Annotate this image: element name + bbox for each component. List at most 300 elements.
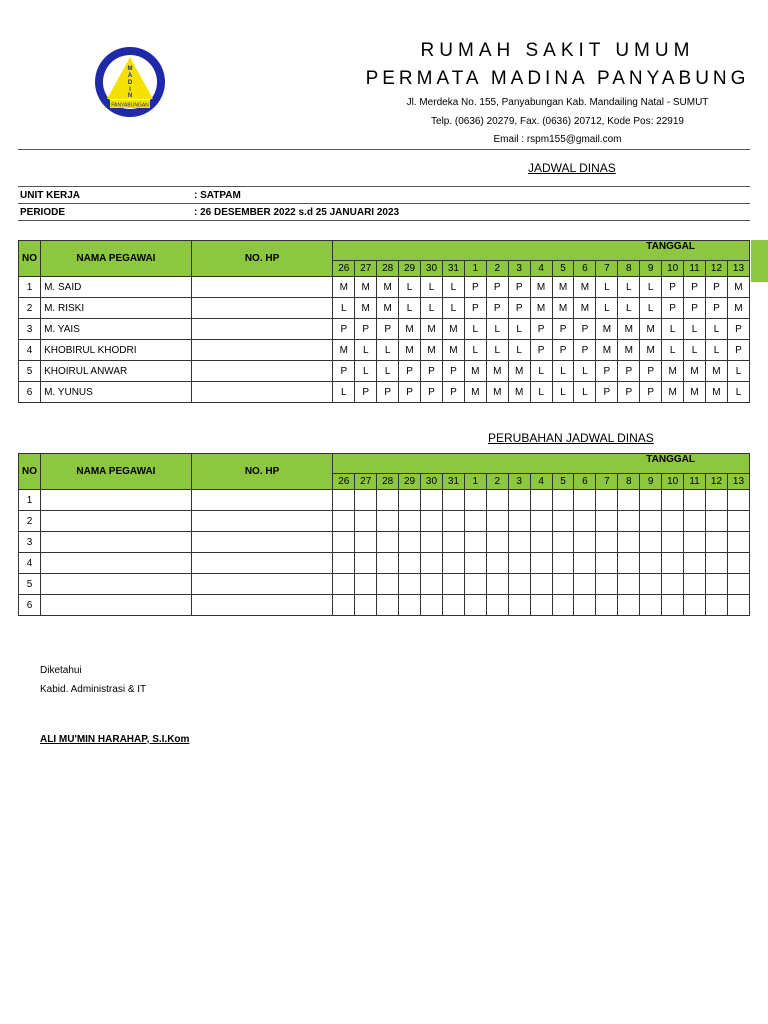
shift-cell: L [574, 361, 596, 382]
shift-cell: L [421, 298, 443, 319]
shift-cell [662, 553, 684, 574]
table-row [19, 532, 750, 553]
shift-cell: L [355, 361, 377, 382]
employee-phone [191, 340, 333, 361]
day-header: 29 [399, 261, 421, 277]
shift-cell [508, 574, 530, 595]
shift-cell [552, 490, 574, 511]
shift-cell [464, 595, 486, 616]
signature-position: Kabid. Administrasi & IT [40, 684, 147, 695]
shift-cell: M [727, 298, 749, 319]
employee-name [41, 574, 192, 595]
shift-cell [399, 574, 421, 595]
day-header: 4 [530, 474, 552, 490]
employee-name [41, 532, 192, 553]
shift-cell [618, 490, 640, 511]
row-no: 6 [19, 595, 41, 616]
col-tanggal: TANGGAL [333, 454, 750, 474]
row-no: 4 [19, 340, 41, 361]
shift-cell [640, 574, 662, 595]
shift-cell: M [508, 382, 530, 403]
shift-cell: L [530, 361, 552, 382]
shift-cell [662, 532, 684, 553]
shift-cell [442, 574, 464, 595]
shift-cell: P [377, 319, 399, 340]
hospital-title-line1: RUMAH SAKIT UMUM [420, 40, 695, 61]
row-no: 5 [19, 574, 41, 595]
shift-cell: L [486, 319, 508, 340]
col-no: NO [19, 241, 41, 277]
shift-cell: P [684, 298, 706, 319]
shift-cell: M [640, 319, 662, 340]
shift-cell [508, 490, 530, 511]
shift-cell: M [442, 340, 464, 361]
shift-cell: P [552, 340, 574, 361]
shift-cell: M [640, 340, 662, 361]
shift-cell [486, 574, 508, 595]
shift-cell [552, 553, 574, 574]
shift-cell: P [421, 361, 443, 382]
shift-cell: L [640, 277, 662, 298]
svg-text:N: N [127, 93, 133, 99]
day-header: 29 [399, 474, 421, 490]
day-header: 3 [508, 474, 530, 490]
shift-cell: M [596, 319, 618, 340]
shift-cell: M [552, 277, 574, 298]
row-no: 2 [19, 298, 41, 319]
shift-cell: L [706, 319, 728, 340]
shift-cell: M [574, 277, 596, 298]
shift-cell: P [684, 277, 706, 298]
employee-phone [191, 319, 333, 340]
shift-cell [596, 511, 618, 532]
shift-cell [355, 511, 377, 532]
day-header: 26 [333, 261, 355, 277]
shift-cell [706, 595, 728, 616]
shift-cell: L [618, 298, 640, 319]
shift-cell: M [727, 277, 749, 298]
shift-cell [706, 511, 728, 532]
shift-cell [333, 490, 355, 511]
day-header: 30 [421, 474, 443, 490]
shift-cell: L [727, 382, 749, 403]
shift-cell [727, 574, 749, 595]
col-hp: NO. HP [191, 241, 333, 277]
shift-cell: M [377, 277, 399, 298]
employee-phone [191, 553, 333, 574]
shift-cell [442, 553, 464, 574]
shift-cell [727, 532, 749, 553]
svg-text:A: A [127, 73, 133, 79]
shift-cell [662, 574, 684, 595]
shift-cell [399, 553, 421, 574]
shift-cell [399, 490, 421, 511]
shift-cell: P [596, 382, 618, 403]
day-header: 8 [618, 261, 640, 277]
shift-cell [377, 574, 399, 595]
shift-cell: M [530, 277, 552, 298]
shift-cell: M [355, 277, 377, 298]
row-no: 6 [19, 382, 41, 403]
shift-cell: P [333, 319, 355, 340]
shift-cell [421, 595, 443, 616]
shift-cell: L [706, 340, 728, 361]
day-header: 2 [486, 261, 508, 277]
shift-cell: M [508, 361, 530, 382]
table-row [19, 382, 750, 403]
table-row [19, 511, 750, 532]
shift-cell: P [486, 298, 508, 319]
shift-cell: P [662, 298, 684, 319]
shift-cell [640, 553, 662, 574]
shift-cell: M [618, 340, 640, 361]
shift-cell: P [355, 319, 377, 340]
shift-cell: P [706, 298, 728, 319]
shift-cell [552, 511, 574, 532]
day-header: 4 [530, 261, 552, 277]
shift-cell [684, 553, 706, 574]
day-header: 26 [333, 474, 355, 490]
shift-cell [464, 574, 486, 595]
shift-cell [508, 553, 530, 574]
shift-cell: P [442, 361, 464, 382]
shift-cell: M [684, 361, 706, 382]
shift-cell: L [377, 340, 399, 361]
shift-cell: M [421, 319, 443, 340]
svg-text:D: D [127, 80, 133, 86]
table-row [19, 490, 750, 511]
day-header: 7 [596, 261, 618, 277]
employee-phone [191, 361, 333, 382]
shift-cell: P [399, 382, 421, 403]
shift-cell: P [640, 361, 662, 382]
employee-name: M. SAID [41, 277, 192, 298]
shift-cell: P [596, 361, 618, 382]
day-header: 13 [727, 261, 749, 277]
shift-cell [333, 553, 355, 574]
employee-name [41, 511, 192, 532]
shift-cell [640, 490, 662, 511]
col-hp: NO. HP [191, 454, 333, 490]
svg-text:M: M [127, 66, 133, 72]
hospital-phone: Telp. (0636) 20279, Fax. (0636) 20712, Kode Pos: 22919 [431, 116, 684, 127]
header-divider [18, 149, 750, 150]
day-header: 5 [552, 474, 574, 490]
shift-cell [596, 553, 618, 574]
employee-phone [191, 595, 333, 616]
shift-cell [442, 532, 464, 553]
day-header: 27 [355, 261, 377, 277]
shift-cell: M [662, 382, 684, 403]
day-header: 31 [442, 261, 464, 277]
shift-cell [618, 595, 640, 616]
shift-cell [399, 511, 421, 532]
signature-name: ALI MU'MIN HARAHAP, S.I.Kom [40, 734, 190, 745]
day-header: 7 [596, 474, 618, 490]
shift-cell [333, 574, 355, 595]
schedule-title: JADWAL DINAS [528, 161, 616, 175]
shift-cell [596, 490, 618, 511]
shift-cell: M [464, 382, 486, 403]
shift-cell: M [464, 361, 486, 382]
schedule-table [18, 240, 750, 403]
shift-cell: L [377, 361, 399, 382]
day-header: 6 [574, 474, 596, 490]
shift-cell [508, 532, 530, 553]
shift-cell: P [486, 277, 508, 298]
row-no: 1 [19, 277, 41, 298]
shift-cell: L [684, 319, 706, 340]
employee-name: M. YUNUS [41, 382, 192, 403]
shift-cell [684, 595, 706, 616]
shift-cell [530, 574, 552, 595]
shift-cell: P [662, 277, 684, 298]
shift-cell [399, 595, 421, 616]
table-row [19, 340, 750, 361]
day-header: 3 [508, 261, 530, 277]
employee-name [41, 553, 192, 574]
svg-text:PANYABUNGAN: PANYABUNGAN [111, 102, 149, 109]
shift-cell [574, 511, 596, 532]
shift-cell [574, 553, 596, 574]
shift-cell [552, 595, 574, 616]
shift-cell [706, 490, 728, 511]
row-no: 3 [19, 319, 41, 340]
shift-cell [684, 574, 706, 595]
row-no: 1 [19, 490, 41, 511]
shift-cell: M [706, 382, 728, 403]
shift-cell: L [684, 340, 706, 361]
row-no: 3 [19, 532, 41, 553]
day-header: 13 [727, 474, 749, 490]
shift-cell [508, 511, 530, 532]
shift-cell: L [399, 298, 421, 319]
shift-cell: P [508, 277, 530, 298]
shift-cell: L [574, 382, 596, 403]
shift-cell: L [596, 298, 618, 319]
shift-cell: L [596, 277, 618, 298]
shift-cell: P [530, 340, 552, 361]
shift-cell: P [618, 361, 640, 382]
shift-cell: P [442, 382, 464, 403]
shift-cell: P [355, 382, 377, 403]
shift-cell [596, 574, 618, 595]
shift-cell: P [421, 382, 443, 403]
day-header: 10 [662, 261, 684, 277]
shift-cell [618, 553, 640, 574]
shift-cell: M [377, 298, 399, 319]
shift-cell: M [574, 298, 596, 319]
shift-cell: P [618, 382, 640, 403]
shift-cell: M [662, 361, 684, 382]
shift-cell [508, 595, 530, 616]
row-no: 4 [19, 553, 41, 574]
col-no: NO [19, 454, 41, 490]
unit-label: UNIT KERJA [18, 187, 192, 204]
shift-cell: L [662, 319, 684, 340]
shift-cell: P [574, 319, 596, 340]
shift-cell: L [508, 340, 530, 361]
day-header: 9 [640, 261, 662, 277]
shift-cell [486, 511, 508, 532]
shift-cell [706, 553, 728, 574]
shift-cell: M [684, 382, 706, 403]
table-row [19, 298, 750, 319]
day-header: 28 [377, 261, 399, 277]
employee-phone [191, 382, 333, 403]
shift-cell [727, 490, 749, 511]
shift-cell: L [464, 319, 486, 340]
employee-name: M. YAIS [41, 319, 192, 340]
shift-cell [464, 532, 486, 553]
shift-cell: M [706, 361, 728, 382]
shift-cell [727, 511, 749, 532]
employee-name [41, 490, 192, 511]
shift-cell [640, 595, 662, 616]
shift-cell [377, 553, 399, 574]
hospital-address: Jl. Merdeka No. 155, Panyabungan Kab. Mandailing Natal - SUMUT [406, 97, 709, 108]
shift-cell [727, 553, 749, 574]
day-header: 1 [464, 261, 486, 277]
shift-cell: M [486, 361, 508, 382]
shift-cell [464, 490, 486, 511]
svg-text:I: I [129, 87, 131, 93]
shift-cell: M [618, 319, 640, 340]
shift-cell: M [399, 319, 421, 340]
shift-cell: L [552, 382, 574, 403]
col-nama: NAMA PEGAWAI [41, 241, 192, 277]
shift-cell: L [530, 382, 552, 403]
day-header: 12 [706, 474, 728, 490]
table-row [19, 361, 750, 382]
shift-cell [706, 532, 728, 553]
shift-cell [574, 595, 596, 616]
shift-cell: P [333, 361, 355, 382]
shift-cell: L [640, 298, 662, 319]
shift-cell [421, 553, 443, 574]
shift-cell [552, 574, 574, 595]
shift-cell: M [530, 298, 552, 319]
shift-cell: M [552, 298, 574, 319]
row-no: 5 [19, 361, 41, 382]
shift-cell [640, 532, 662, 553]
employee-name: KHOBIRUL KHODRI [41, 340, 192, 361]
periode-label: PERIODE [18, 204, 192, 221]
shift-cell [530, 511, 552, 532]
day-header: 11 [684, 474, 706, 490]
shift-cell: L [421, 277, 443, 298]
day-header: 2 [486, 474, 508, 490]
shift-cell: P [640, 382, 662, 403]
day-header: 27 [355, 474, 377, 490]
shift-cell: M [442, 319, 464, 340]
shift-cell: M [486, 382, 508, 403]
shift-cell: M [596, 340, 618, 361]
table-row [19, 595, 750, 616]
row-no: 2 [19, 511, 41, 532]
shift-cell [355, 553, 377, 574]
shift-cell: P [399, 361, 421, 382]
shift-cell: L [486, 340, 508, 361]
shift-cell [486, 490, 508, 511]
shift-cell [421, 490, 443, 511]
day-header: 11 [684, 261, 706, 277]
shift-cell [684, 532, 706, 553]
shift-cell [574, 574, 596, 595]
shift-cell [399, 532, 421, 553]
shift-cell: L [618, 277, 640, 298]
shift-cell: M [421, 340, 443, 361]
day-header: 31 [442, 474, 464, 490]
shift-cell [355, 532, 377, 553]
shift-cell: M [333, 277, 355, 298]
shift-cell [333, 511, 355, 532]
shift-cell [355, 595, 377, 616]
shift-cell [442, 511, 464, 532]
green-marker [751, 240, 768, 282]
shift-cell: P [464, 298, 486, 319]
shift-cell: P [464, 277, 486, 298]
day-header: 30 [421, 261, 443, 277]
shift-cell: L [333, 298, 355, 319]
shift-cell [421, 532, 443, 553]
col-nama: NAMA PEGAWAI [41, 454, 192, 490]
signature-known: Diketahui [40, 665, 82, 676]
shift-cell [618, 511, 640, 532]
shift-cell: P [530, 319, 552, 340]
shift-cell [618, 532, 640, 553]
shift-cell [486, 553, 508, 574]
shift-cell [333, 595, 355, 616]
table-row [19, 574, 750, 595]
table-row [19, 277, 750, 298]
shift-cell: L [552, 361, 574, 382]
hospital-logo [94, 46, 166, 118]
shift-cell [486, 532, 508, 553]
shift-cell [574, 490, 596, 511]
shift-cell [640, 511, 662, 532]
shift-cell: P [377, 382, 399, 403]
shift-cell: P [727, 319, 749, 340]
employee-name [41, 595, 192, 616]
day-header: 28 [377, 474, 399, 490]
change-title: PERUBAHAN JADWAL DINAS [488, 431, 654, 445]
shift-cell [684, 490, 706, 511]
shift-cell [530, 595, 552, 616]
shift-cell: P [706, 277, 728, 298]
shift-cell [684, 511, 706, 532]
shift-cell [530, 553, 552, 574]
employee-phone [191, 532, 333, 553]
shift-cell [377, 532, 399, 553]
unit-value: : SATPAM [192, 187, 750, 204]
periode-value: : 26 DESEMBER 2022 s.d 25 JANUARI 2023 [192, 204, 750, 221]
shift-cell [662, 595, 684, 616]
shift-cell [596, 595, 618, 616]
shift-cell [618, 574, 640, 595]
employee-phone [191, 277, 333, 298]
shift-cell: L [399, 277, 421, 298]
col-tanggal: TANGGAL [333, 241, 750, 261]
shift-cell [333, 532, 355, 553]
shift-cell: P [552, 319, 574, 340]
shift-cell: L [727, 361, 749, 382]
shift-cell [574, 532, 596, 553]
shift-cell: L [464, 340, 486, 361]
shift-cell [377, 511, 399, 532]
day-header: 1 [464, 474, 486, 490]
shift-cell [442, 490, 464, 511]
